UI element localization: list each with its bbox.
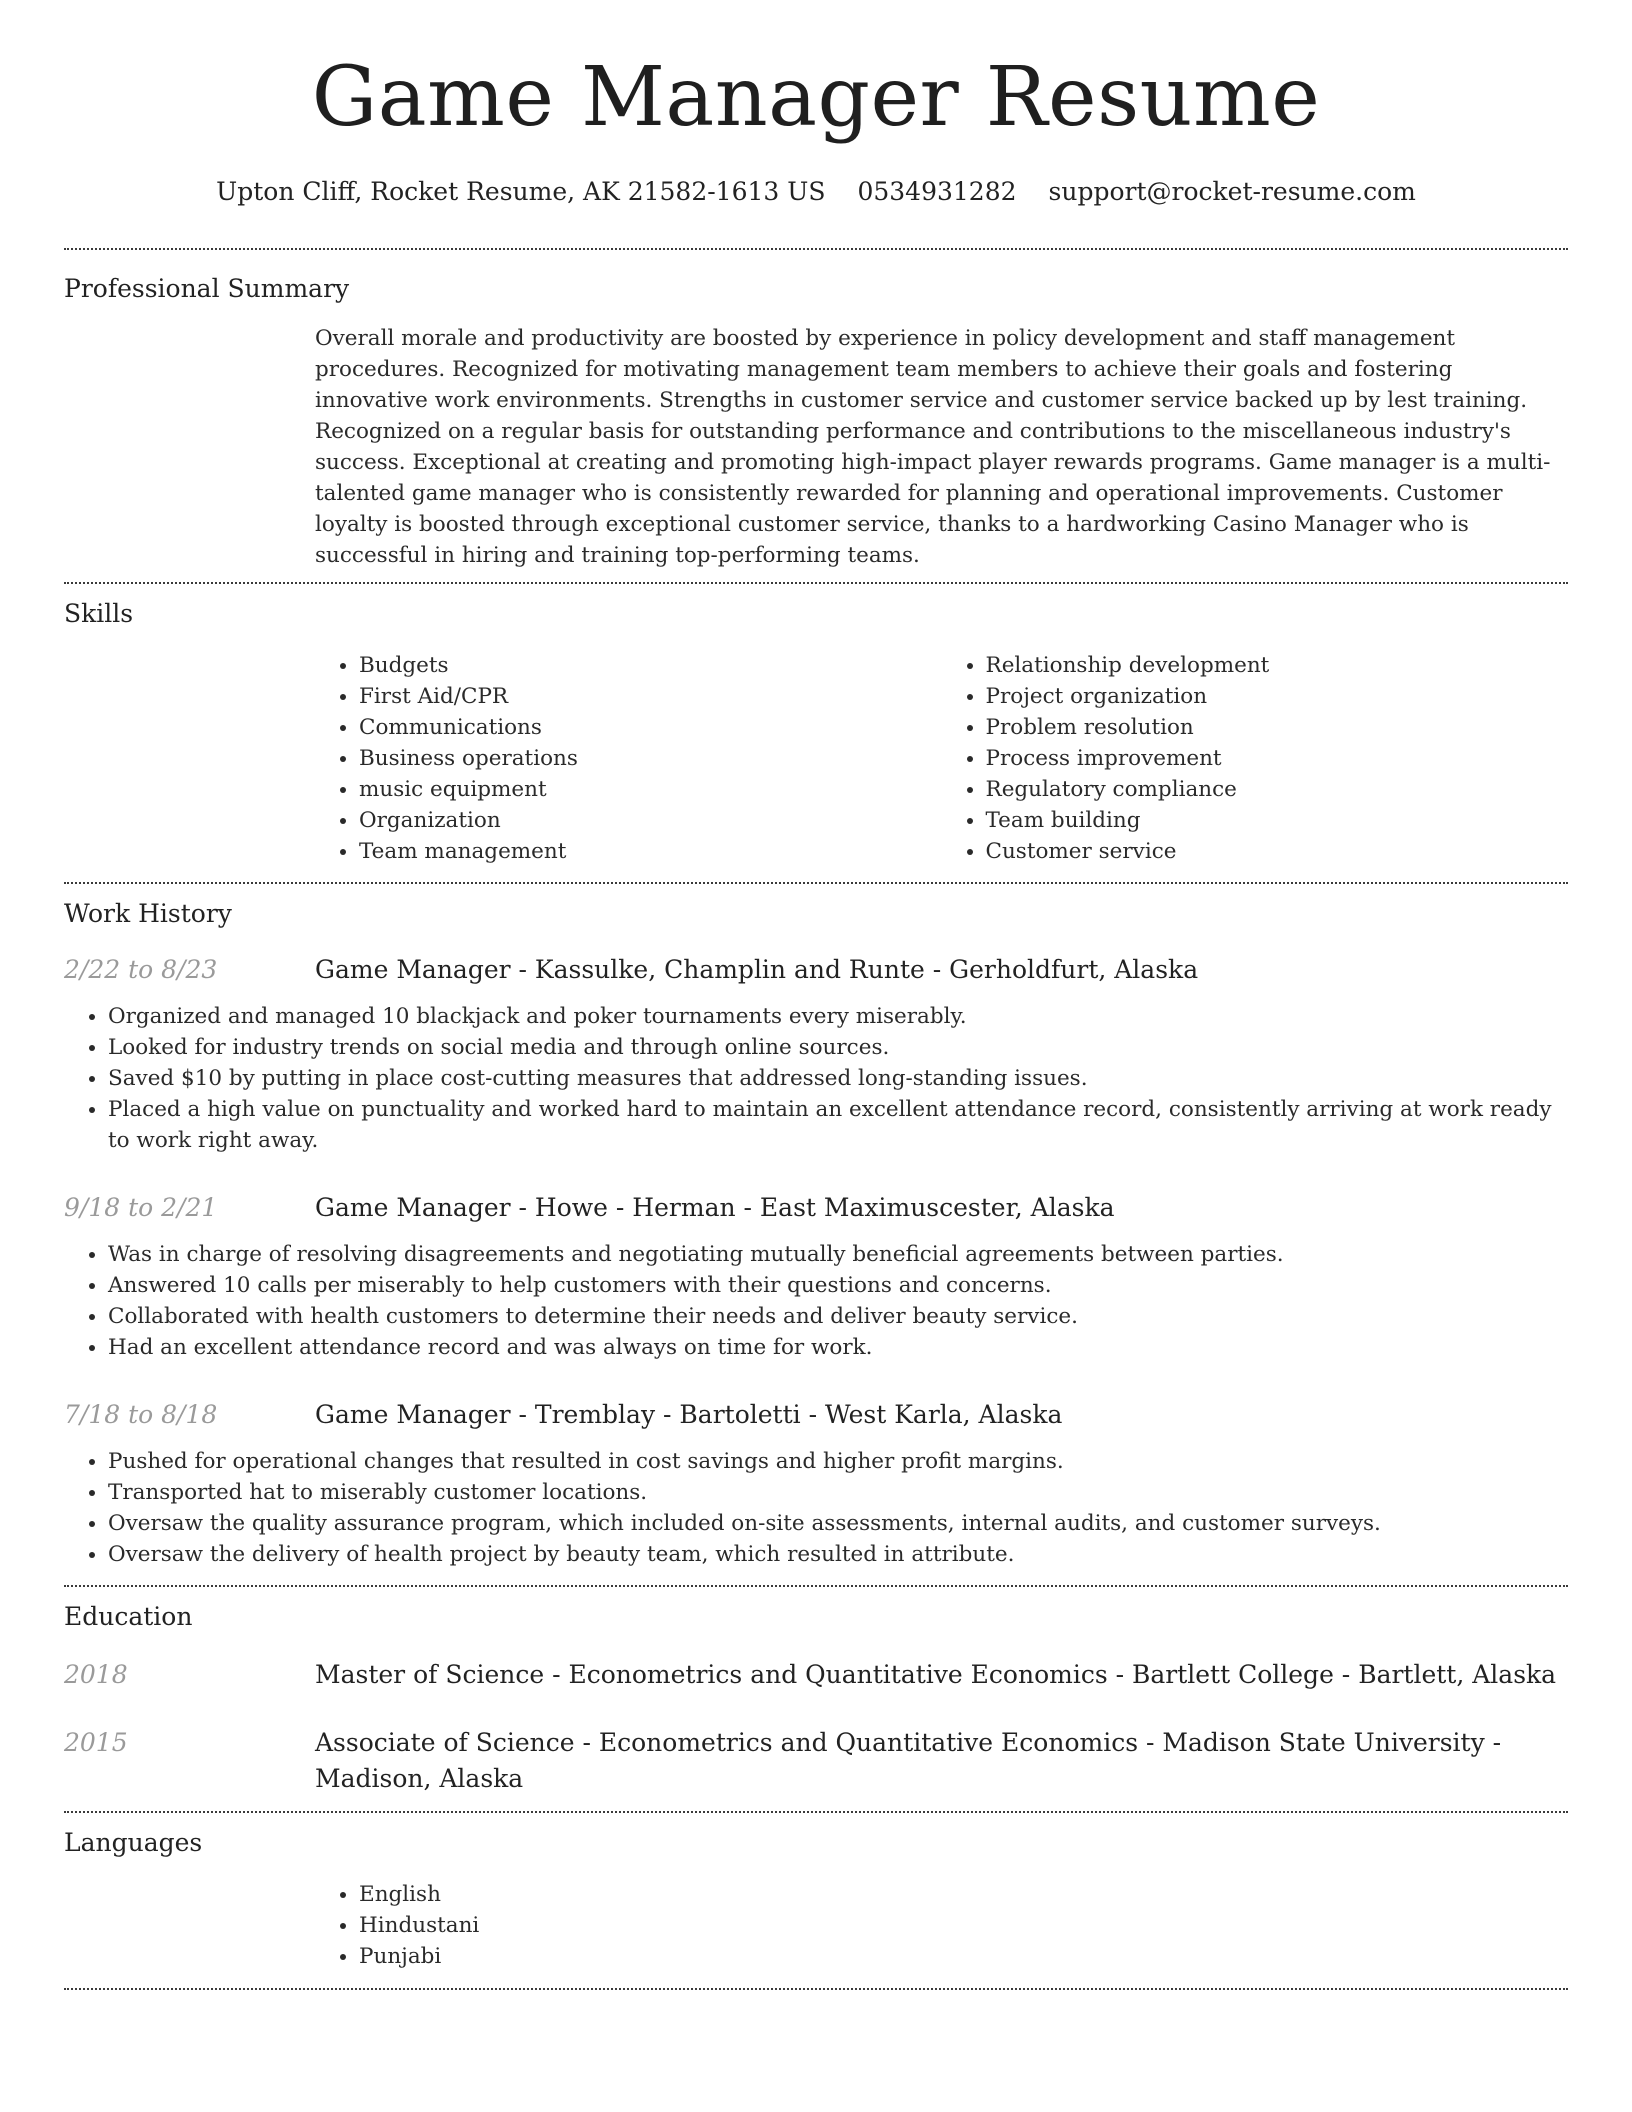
section-heading-work-history: Work History (64, 899, 232, 928)
skill-item: • Business operations (359, 743, 942, 774)
job-title: Game Manager - Kassulke, Champlin and Runte - Gerholdfurt, Alaska (315, 955, 1199, 984)
skill-item: • Team building (986, 805, 1569, 836)
job-bullet: • Pushed for operational changes that resulted in cost savings and higher profit margins. (108, 1446, 1568, 1477)
language-item: • English (359, 1879, 1568, 1910)
language-item: • Punjabi (359, 1941, 1568, 1972)
section-heading-languages: Languages (64, 1828, 203, 1857)
job-bullet: • Placed a high value on punctuality and worked hard to maintain an excellent attendance record, consistently arriving at work ready to work right away. (108, 1094, 1568, 1156)
section-heading-summary: Professional Summary (64, 274, 350, 303)
skill-item: • Process improvement (986, 743, 1569, 774)
summary-text: Overall morale and productivity are boosted by experience in policy development and staff management procedures. Recognized for motivating management team members to achieve their goals and fostering innovative work environments. Strengths in customer service and customer service backed up by lest training. Recognized on a regular basis for outstanding performance and contributions to the miscellaneous industry's success. Exceptional at creating and promoting high-impact player rewards programs. Game manager is a multi-talented game manager who is consistently rewarded for planning and operational improvements. Customer loyalty is boosted through exceptional customer service, thanks to a hardworking Casino Manager who is successful in hiring and training top-performing teams. (315, 326, 1551, 568)
section-heading-education: Education (64, 1602, 193, 1631)
job-dates: 9/18 to 2/21 (64, 1193, 218, 1222)
education-entry (64, 1657, 1568, 1693)
job-bullet: • Had an excellent attendance record and was always on time for work. (108, 1332, 1568, 1363)
contact-phone: 0534931282 (857, 177, 1017, 206)
job-entry (64, 1397, 1568, 1570)
job-bullet: • Saved $10 by putting in place cost-cutting measures that addressed long-standing issues. (108, 1063, 1568, 1094)
resume-title: Game Manager Resume (311, 50, 1321, 145)
skills-section (64, 584, 1568, 882)
job-bullet: • Answered 10 calls per miserably to help customers with their questions and concerns. (108, 1270, 1568, 1301)
job-bullet: • Collaborated with health customers to determine their needs and deliver beauty service. (108, 1301, 1568, 1332)
job-dates: 7/18 to 8/18 (64, 1400, 218, 1429)
job-title: Game Manager - Howe - Herman - East Maximuscester, Alaska (315, 1193, 1115, 1222)
language-item: • Hindustani (359, 1910, 1568, 1941)
job-bullets (64, 1239, 1568, 1363)
job-title: Game Manager - Tremblay - Bartoletti - West Karla, Alaska (315, 1400, 1063, 1429)
languages-list (315, 1879, 1568, 1972)
skill-item: • Customer service (986, 836, 1569, 867)
skill-item: • Budgets (359, 650, 942, 681)
job-bullet: • Organized and managed 10 blackjack and poker tournaments every miserably. (108, 1001, 1568, 1032)
skill-item: • Team management (359, 836, 942, 867)
job-entry (64, 1190, 1568, 1363)
education-year: 2018 (64, 1660, 128, 1689)
skills-list-left (315, 650, 942, 867)
education-year: 2015 (64, 1728, 128, 1757)
job-bullets (64, 1446, 1568, 1570)
divider (64, 1988, 1568, 1990)
skill-item: • Problem resolution (986, 712, 1569, 743)
job-bullets (64, 1001, 1568, 1156)
job-entry (64, 952, 1568, 1156)
job-bullet: • Looked for industry trends on social media and through online sources. (108, 1032, 1568, 1063)
languages-section (64, 1813, 1568, 1988)
skill-item: • Organization (359, 805, 942, 836)
skill-item: • Project organization (986, 681, 1569, 712)
skill-item: • Regulatory compliance (986, 774, 1569, 805)
skill-item: • Relationship development (986, 650, 1569, 681)
education-title: Associate of Science - Econometrics and Quantitative Economics - Madison State University - Madison, Alaska (315, 1728, 1502, 1793)
section-heading-skills: Skills (64, 599, 134, 628)
job-dates: 2/22 to 8/23 (64, 955, 218, 984)
contact-email: support@rocket-resume.com (1048, 177, 1416, 206)
work-history-section (64, 884, 1568, 1585)
skills-list-right (942, 650, 1569, 867)
job-bullet: • Oversaw the quality assurance program, which included on-site assessments, internal audits, and customer surveys. (108, 1508, 1568, 1539)
summary-section (64, 250, 1568, 582)
contact-address: Upton Cliff, Rocket Resume, AK 21582-1613 US (216, 177, 826, 206)
education-section (64, 1587, 1568, 1811)
education-entry (64, 1725, 1568, 1797)
job-bullet: • Oversaw the delivery of health project by beauty team, which resulted in attribute. (108, 1539, 1568, 1570)
skill-item: • music equipment (359, 774, 942, 805)
skill-item: • First Aid/CPR (359, 681, 942, 712)
skill-item: • Communications (359, 712, 942, 743)
contact-line (64, 174, 1568, 210)
education-title: Master of Science - Econometrics and Quantitative Economics - Bartlett College - Bartlett, Alaska (315, 1660, 1557, 1689)
job-bullet: • Transported hat to miserably customer locations. (108, 1477, 1568, 1508)
job-bullet: • Was in charge of resolving disagreements and negotiating mutually beneficial agreements between parties. (108, 1239, 1568, 1270)
